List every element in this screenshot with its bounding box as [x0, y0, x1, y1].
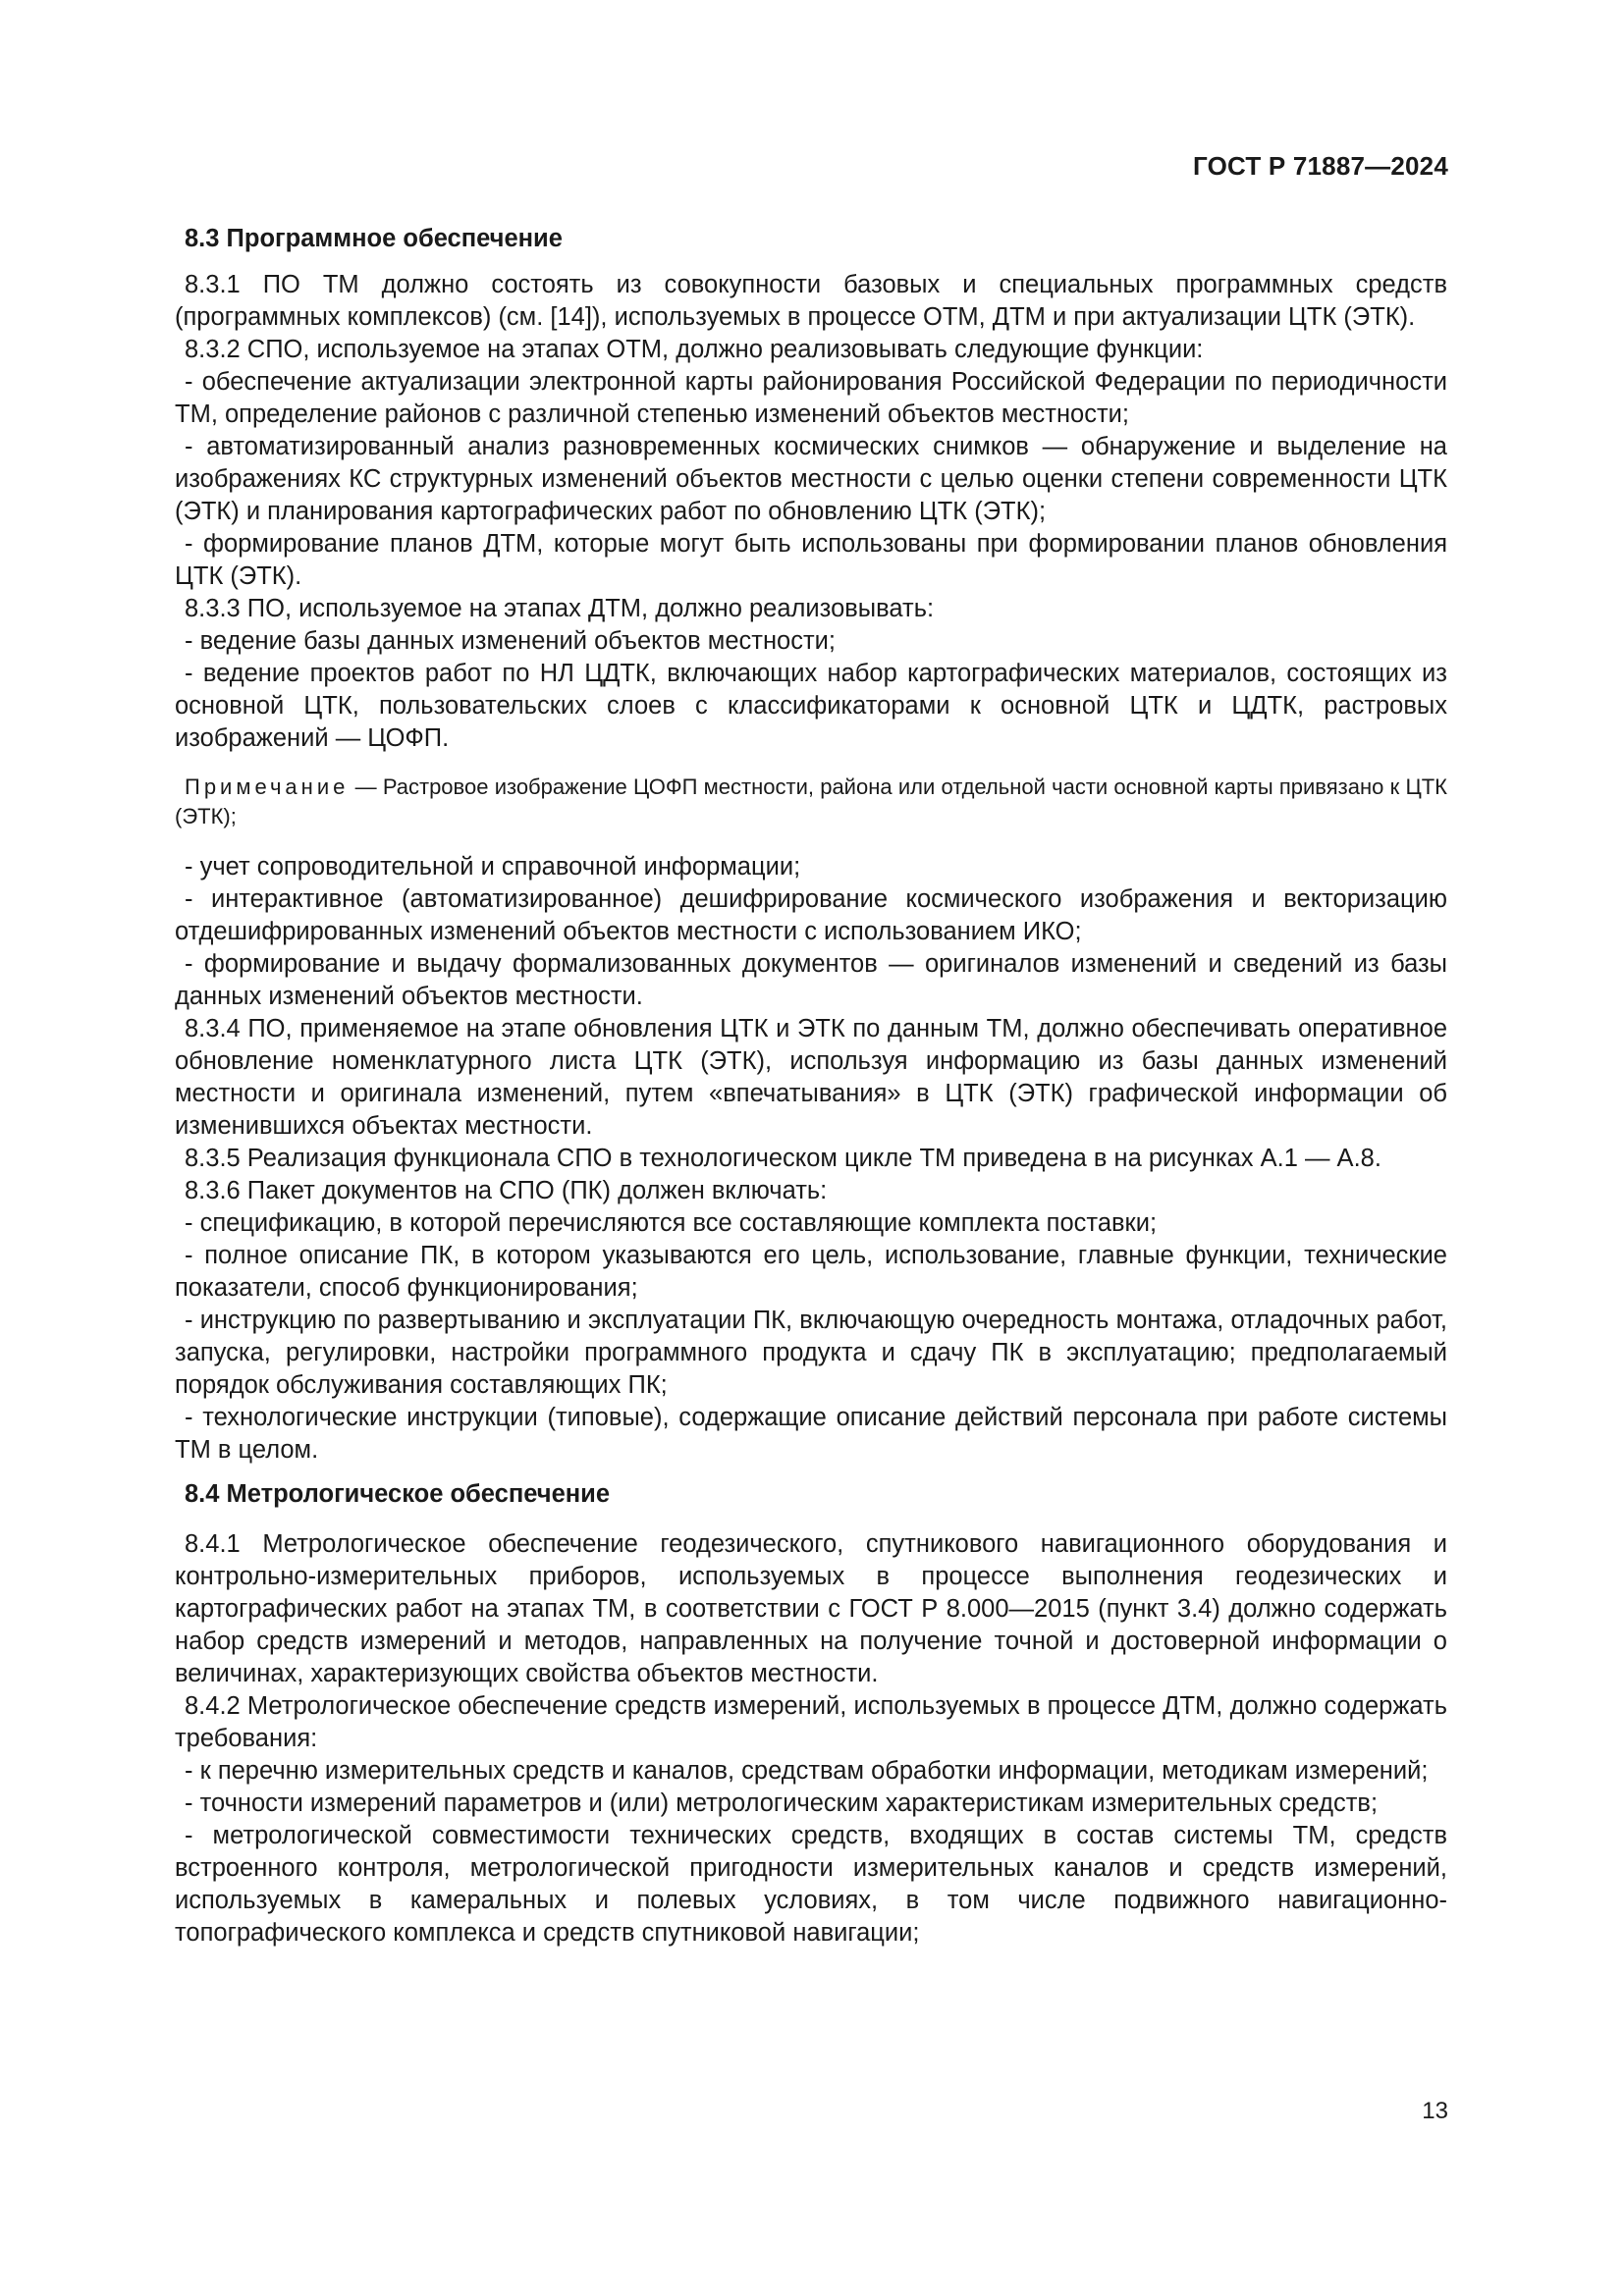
list-item: - обеспечение актуализации электронной карты районирования Российской Федерации по периодичности ТМ, определение районов с различной степенью изменений объектов местности; — [175, 368, 1447, 428]
list-item: - ведение базы данных изменений объектов местности; — [185, 627, 836, 655]
list-item: - к перечню измерительных средств и каналов, средствам обработки информации, методикам измерений; — [185, 1757, 1429, 1785]
list-item: - технологические инструкции (типовые), содержащие описание действий персонала при работе системы ТМ в целом. — [175, 1404, 1447, 1464]
document-code: ГОСТ Р 71887—2024 — [1193, 151, 1448, 181]
list-item: - автоматизированный анализ разновременных космических снимков — обнаружение и выделение на изображениях КС структурных изменений объектов местности с целью оценки степени современности ЦТК (ЭТК) и планирования картографических работ по обновлению ЦТК (ЭТК); — [175, 433, 1447, 525]
clause-8-4-1: 8.4.1 Метрологическое обеспечение геодезического, спутникового навигационного оборудования и контрольно-измерительных приборов, используемых в процессе выполнения геодезических и картографических работ на этапах ТМ, в соответствии с ГОСТ Р 8.000—2015 (пункт 3.4) должно содержать набор средств измерений и методов, направленных на получение точной и достоверной информации о величинах, характеризующих свойства объектов местности. — [175, 1530, 1447, 1687]
list-item: - формирование планов ДТМ, которые могут быть использованы при формировании планов обновления ЦТК (ЭТК). — [175, 530, 1447, 590]
list-item: - метрологической совместимости технических средств, входящих в состав системы ТМ, средств встроенного контроля, метрологической пригодности измерительных каналов и средств измерений, используемых в камеральных и полевых условиях, в том числе подвижного навигационно-топографического комплекса и средств спутниковой навигации; — [175, 1822, 1447, 1947]
clause-8-3-5: 8.3.5 Реализация функционала СПО в технологическом цикле ТМ приведена в на рисунках А.1 — А.8. — [185, 1145, 1381, 1172]
list-item: - точности измерений параметров и (или) метрологическим характеристикам измерительных средств; — [185, 1789, 1379, 1817]
list-item: - интерактивное (автоматизированное) дешифрирование космического изображения и векторизацию отдешифрированных изменений объектов местности с использованием ИКО; — [175, 885, 1447, 945]
note — [175, 773, 1447, 831]
list-item: - спецификацию, в которой перечисляются все составляющие комплекта поставки; — [185, 1209, 1158, 1237]
section-title-8-3: 8.3 Программное обеспечение — [185, 225, 563, 252]
page-number: 13 — [1422, 2098, 1448, 2124]
list-item: - ведение проектов работ по НЛ ЦДТК, включающих набор картографических материалов, состоящих из основной ЦТК, пользовательских слоев с классификаторами к основной ЦТК и ЦДТК, растровых изображений — ЦОФП. — [175, 660, 1447, 752]
clause-8-3-4: 8.3.4 ПО, применяемое на этапе обновления ЦТК и ЭТК по данным ТМ, должно обеспечивать оперативное обновление номенклатурного листа ЦТК (ЭТК), используя информацию из базы данных изменений местности и оригинала изменений, путем «впечатывания» в ЦТК (ЭТК) графической информации об изменившихся объектах местности. — [175, 1015, 1447, 1140]
clause-8-4-2: 8.4.2 Метрологическое обеспечение средств измерений, используемых в процессе ДТМ, должно содержать требования: — [175, 1692, 1447, 1752]
list-item: - инструкцию по развертыванию и эксплуатации ПК, включающую очередность монтажа, отладочных работ, запуска, регулировки, настройки программного продукта и сдачу ПК в эксплуатацию; предполагаемый порядок обслуживания составляющих ПК; — [175, 1307, 1447, 1399]
list-item: - полное описание ПК, в котором указываются его цель, использование, главные функции, технические показатели, способ функционирования; — [175, 1242, 1447, 1302]
clause-8-3-3: 8.3.3 ПО, используемое на этапах ДТМ, должно реализовывать: — [185, 595, 935, 622]
clause-8-3-6: 8.3.6 Пакет документов на СПО (ПК) должен включать: — [185, 1177, 828, 1204]
section-title-8-4: 8.4 Метрологическое обеспечение — [185, 1480, 611, 1508]
page-content — [175, 223, 1447, 1949]
note-text: — Растровое изображение ЦОФП местности, района или отдельной части основной карты привязано к ЦТК (ЭТК); — [175, 774, 1447, 828]
clause-8-3-1: 8.3.1 ПО ТМ должно состоять из совокупности базовых и специальных программных средств (программных комплексов) (см. [14]), используемых в процессе ОТМ, ДТМ и при актуализации ЦТК (ЭТК). — [175, 271, 1447, 331]
list-item: - учет сопроводительной и справочной информации; — [185, 853, 801, 881]
list-item: - формирование и выдачу формализованных документов — оригиналов изменений и сведений из базы данных изменений объектов местности. — [175, 950, 1447, 1010]
note-label: Примечание — [185, 774, 350, 799]
clause-8-3-2: 8.3.2 СПО, используемое на этапах ОТМ, должно реализовывать следующие функции: — [185, 336, 1204, 363]
